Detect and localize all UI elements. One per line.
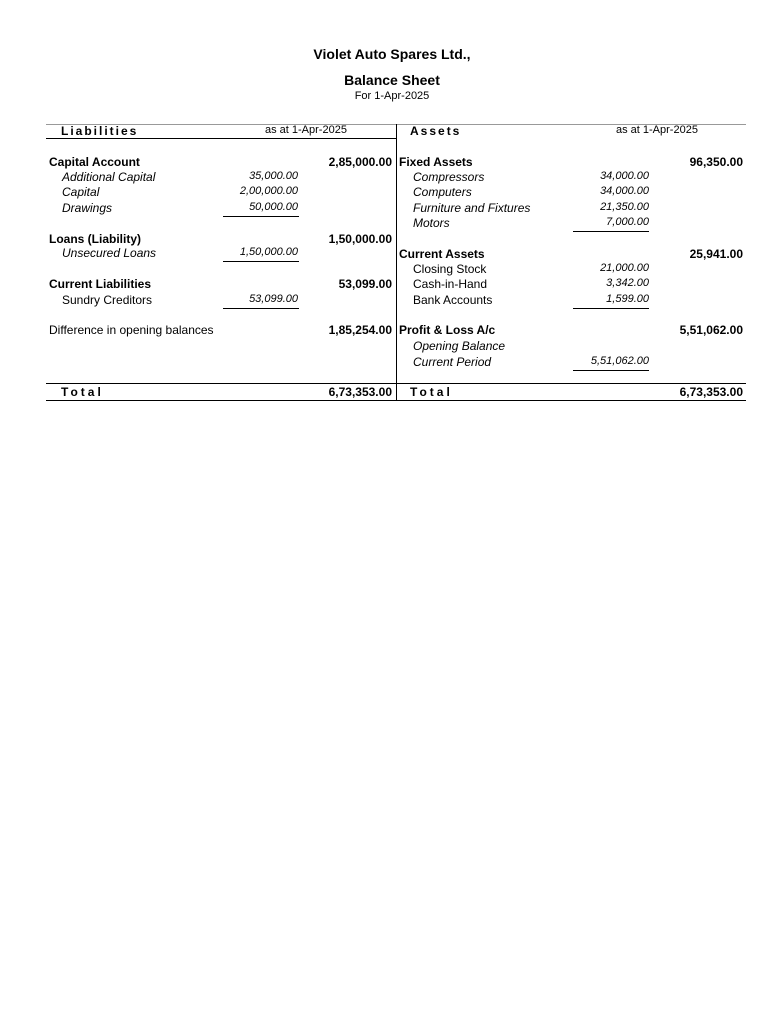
capital-item-label: Capital <box>62 185 100 199</box>
fixed-assets-item-label: Motors <box>413 216 450 230</box>
difference-total: 1,85,254.00 <box>328 323 392 337</box>
current-assets-item-label: Cash-in-Hand <box>413 277 488 291</box>
current-assets-item-amount: 1,599.00 <box>606 293 649 305</box>
fixed-assets-item-label: Furniture and Fixtures <box>413 201 531 215</box>
subtotal-underline <box>223 261 299 262</box>
capital-item-amount: 50,000.00 <box>249 201 298 213</box>
subtotal-underline <box>223 308 299 309</box>
difference-label: Difference in opening balances <box>49 323 214 337</box>
loans-item-label: Unsecured Loans <box>62 246 157 260</box>
assets-as-at: as at 1-Apr-2025 <box>616 124 698 136</box>
capital-item-amount: 2,00,000.00 <box>239 185 298 197</box>
header-bottom-rule <box>46 138 396 139</box>
current-liabilities-total: 53,099.00 <box>338 277 392 291</box>
fixed-assets-item-amount: 7,000.00 <box>606 216 649 228</box>
current-liabilities-item-label: Sundry Creditors <box>62 293 153 307</box>
current-assets-item-amount: 3,342.00 <box>606 277 649 289</box>
current-assets-label: Current Assets <box>399 247 485 261</box>
fixed-assets-label: Fixed Assets <box>399 155 473 169</box>
current-liabilities-item-amount: 53,099.00 <box>249 293 298 305</box>
total-bottom-rule <box>46 400 746 401</box>
fixed-assets-item-label: Compressors <box>413 170 485 184</box>
fixed-assets-total: 96,350.00 <box>689 155 743 169</box>
liabilities-heading: Liabilities <box>61 124 139 138</box>
profit-loss-total: 5,51,062.00 <box>679 323 743 337</box>
report-period: For 1-Apr-2025 <box>354 90 430 102</box>
assets-total-label: Total <box>410 385 453 399</box>
total-top-rule <box>46 383 746 384</box>
capital-account-label: Capital Account <box>49 155 140 169</box>
assets-grand-total: 6,73,353.00 <box>679 385 743 399</box>
profit-loss-item-label: Opening Balance <box>413 339 506 353</box>
subtotal-underline <box>223 216 299 217</box>
liabilities-as-at: as at 1-Apr-2025 <box>265 124 347 136</box>
fixed-assets-item-amount: 34,000.00 <box>600 185 649 197</box>
capital-item-amount: 35,000.00 <box>249 170 298 182</box>
company-name: Violet Auto Spares Ltd., <box>313 46 471 62</box>
loans-label: Loans (Liability) <box>49 232 142 246</box>
liabilities-total-label: Total <box>61 385 104 399</box>
profit-loss-label: Profit & Loss A/c <box>399 323 496 337</box>
current-liabilities-label: Current Liabilities <box>49 277 152 291</box>
column-divider <box>396 124 397 401</box>
current-assets-total: 25,941.00 <box>689 247 743 261</box>
profit-loss-item-amount: 5,51,062.00 <box>590 355 649 367</box>
subtotal-underline <box>573 231 649 232</box>
capital-account-total: 2,85,000.00 <box>328 155 392 169</box>
fixed-assets-item-amount: 21,350.00 <box>600 201 649 213</box>
fixed-assets-item-label: Computers <box>413 185 472 199</box>
liabilities-grand-total: 6,73,353.00 <box>328 385 392 399</box>
report-title: Balance Sheet <box>344 72 440 88</box>
loans-total: 1,50,000.00 <box>328 232 392 246</box>
capital-item-label: Additional Capital <box>62 170 156 184</box>
loans-item-amount: 1,50,000.00 <box>239 246 298 258</box>
current-assets-item-amount: 21,000.00 <box>600 262 649 274</box>
assets-heading: Assets <box>410 124 462 138</box>
fixed-assets-item-amount: 34,000.00 <box>600 170 649 182</box>
subtotal-underline <box>573 370 649 371</box>
subtotal-underline <box>573 308 649 309</box>
current-assets-item-label: Bank Accounts <box>413 293 493 307</box>
capital-item-label: Drawings <box>62 201 113 215</box>
profit-loss-item-label: Current Period <box>413 355 492 369</box>
current-assets-item-label: Closing Stock <box>413 262 487 276</box>
